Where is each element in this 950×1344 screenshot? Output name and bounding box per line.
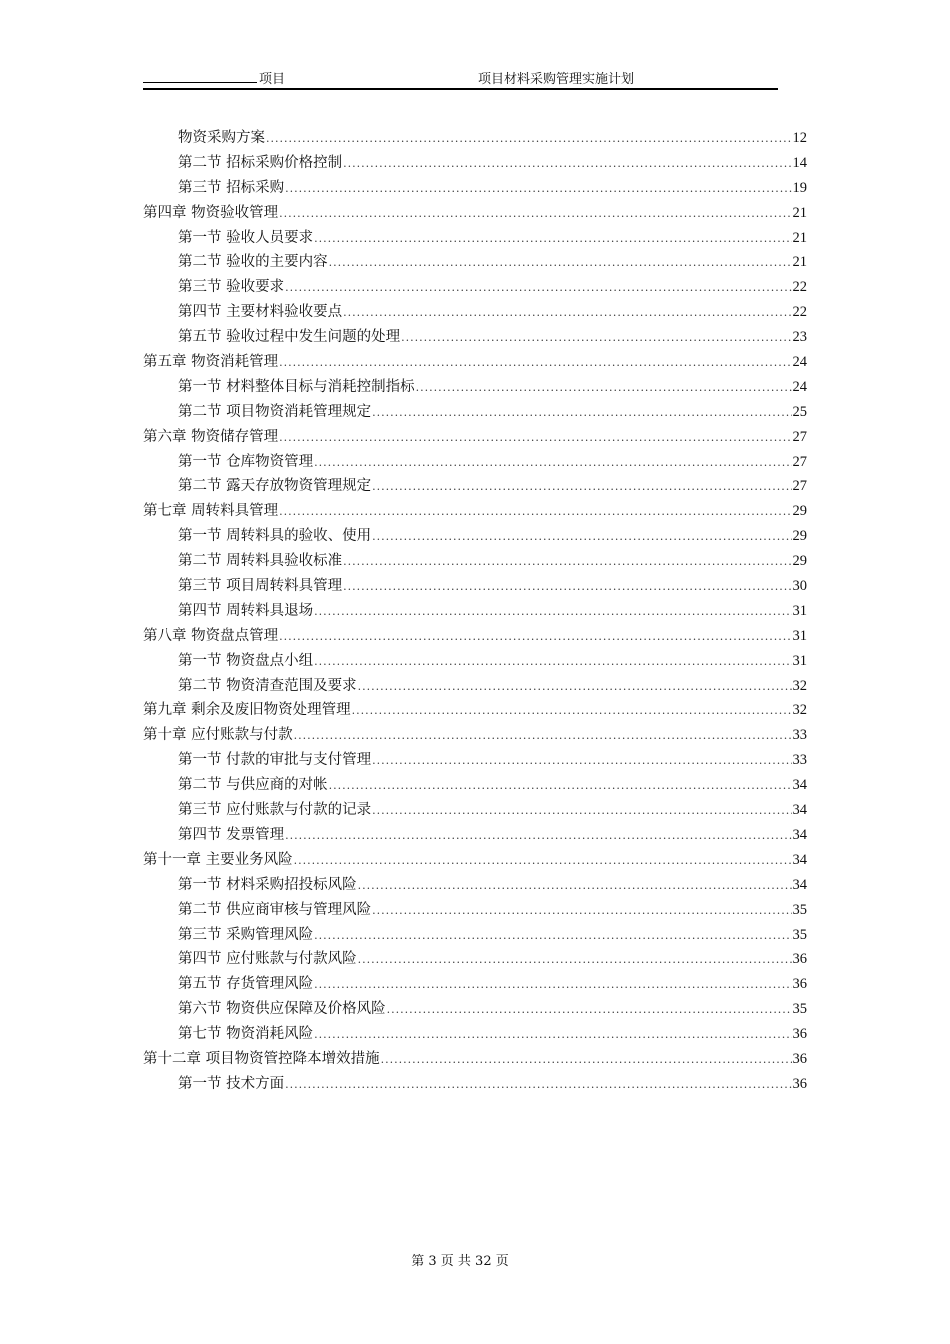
toc-dot-leader xyxy=(314,1028,791,1041)
table-of-contents xyxy=(143,126,807,1097)
toc-section-entry[interactable] xyxy=(143,947,807,972)
toc-section-entry[interactable] xyxy=(143,250,807,275)
toc-entry-page: 21 xyxy=(792,204,807,221)
toc-dot-leader xyxy=(294,729,792,742)
toc-entry-label: 第一节 材料整体目标与消耗控制指标 xyxy=(178,378,415,395)
toc-entry-page: 34 xyxy=(792,777,807,794)
toc-entry-page: 35 xyxy=(792,1001,807,1018)
toc-entry-label: 第八章 物资盘点管理 xyxy=(143,627,279,644)
toc-entry-label: 第二节 招标采购价格控制 xyxy=(178,154,343,171)
toc-entry-label: 第七章 周转料具管理 xyxy=(143,503,279,520)
toc-section-entry[interactable] xyxy=(143,300,807,325)
toc-dot-leader xyxy=(285,1078,791,1091)
header-blank-line xyxy=(143,68,257,83)
page-header xyxy=(143,66,778,90)
toc-entry-page: 33 xyxy=(792,727,807,744)
toc-section-entry[interactable] xyxy=(143,375,807,400)
toc-entry-page: 36 xyxy=(792,976,807,993)
toc-entry-label: 第二节 周转料具验收标准 xyxy=(178,553,343,570)
toc-entry-page: 31 xyxy=(792,652,807,669)
toc-dot-leader xyxy=(279,356,791,369)
toc-entry-label: 第三节 招标采购 xyxy=(178,179,285,196)
header-doc-title: 项目材料采购管理实施计划 xyxy=(478,72,635,87)
toc-dot-leader xyxy=(352,704,792,717)
toc-entry-page: 33 xyxy=(792,752,807,769)
toc-dot-leader xyxy=(285,182,791,195)
toc-section-entry[interactable] xyxy=(143,450,807,475)
toc-entry-label: 第三节 项目周转料具管理 xyxy=(178,578,343,595)
toc-dot-leader xyxy=(358,953,792,966)
toc-section-entry[interactable] xyxy=(143,972,807,997)
toc-section-entry[interactable] xyxy=(143,823,807,848)
toc-section-entry[interactable] xyxy=(143,1072,807,1097)
toc-entry-page: 34 xyxy=(792,876,807,893)
toc-entry-page: 31 xyxy=(792,602,807,619)
toc-dot-leader xyxy=(314,605,791,618)
toc-entry-page: 36 xyxy=(792,1075,807,1092)
toc-chapter-entry[interactable] xyxy=(143,698,807,723)
toc-section-entry[interactable] xyxy=(143,748,807,773)
toc-section-entry[interactable] xyxy=(143,649,807,674)
toc-entry-page: 21 xyxy=(792,229,807,246)
toc-dot-leader xyxy=(279,505,791,518)
toc-entry-page: 36 xyxy=(792,1050,807,1067)
toc-section-entry[interactable] xyxy=(143,524,807,549)
toc-dot-leader xyxy=(329,256,792,269)
toc-dot-leader xyxy=(372,480,791,493)
toc-entry-page: 36 xyxy=(792,951,807,968)
toc-entry-label: 第二节 与供应商的对帐 xyxy=(178,777,328,794)
toc-chapter-entry[interactable] xyxy=(143,624,807,649)
toc-chapter-entry[interactable] xyxy=(143,723,807,748)
toc-dot-leader xyxy=(372,406,791,419)
toc-entry-label: 第六节 物资供应保障及价格风险 xyxy=(178,1001,386,1018)
toc-entry-page: 29 xyxy=(792,528,807,545)
toc-entry-page: 30 xyxy=(792,578,807,595)
page-footer: 第 3 页 共 32 页 xyxy=(411,1254,509,1269)
toc-entry-label: 第一节 技术方面 xyxy=(178,1075,285,1092)
toc-chapter-entry[interactable] xyxy=(143,350,807,375)
toc-chapter-entry[interactable] xyxy=(143,201,807,226)
toc-section-entry[interactable] xyxy=(143,798,807,823)
toc-entry-page: 34 xyxy=(792,851,807,868)
toc-dot-leader xyxy=(314,929,791,942)
toc-entry-page: 31 xyxy=(792,627,807,644)
toc-entry-label: 第四节 周转料具退场 xyxy=(178,602,314,619)
toc-entry-label: 第五章 物资消耗管理 xyxy=(143,354,279,371)
toc-section-entry[interactable] xyxy=(143,898,807,923)
toc-dot-leader xyxy=(266,132,792,145)
toc-dot-leader xyxy=(314,978,791,991)
toc-entry-label: 第一节 付款的审批与支付管理 xyxy=(178,752,372,769)
toc-dot-leader xyxy=(381,1053,792,1066)
header-project-label: 项目 xyxy=(259,72,286,87)
toc-dot-leader xyxy=(285,281,791,294)
toc-dot-leader xyxy=(372,754,791,767)
toc-entry-label: 第十二章 项目物资管控降本增效措施 xyxy=(143,1050,380,1067)
toc-entry-page: 19 xyxy=(792,179,807,196)
toc-chapter-entry[interactable] xyxy=(143,499,807,524)
toc-entry-page: 36 xyxy=(792,1026,807,1043)
toc-entry-label: 第一节 物资盘点小组 xyxy=(178,652,314,669)
toc-dot-leader xyxy=(358,879,792,892)
toc-entry-page: 27 xyxy=(792,428,807,445)
toc-entry-page: 24 xyxy=(792,354,807,371)
toc-entry-page: 25 xyxy=(792,403,807,420)
toc-chapter-entry[interactable] xyxy=(143,425,807,450)
toc-section-entry[interactable] xyxy=(143,275,807,300)
toc-entry-label: 第一节 仓库物资管理 xyxy=(178,453,314,470)
toc-section-entry[interactable] xyxy=(143,674,807,699)
toc-entry-label: 物资采购方案 xyxy=(178,130,265,146)
toc-entry-label: 第一节 周转料具的验收、使用 xyxy=(178,528,372,545)
toc-entry-label: 第三节 采购管理风险 xyxy=(178,926,314,943)
toc-section-entry[interactable] xyxy=(143,474,807,499)
toc-entry-page: 24 xyxy=(792,378,807,395)
toc-section-entry[interactable] xyxy=(143,873,807,898)
toc-entry-page: 32 xyxy=(792,677,807,694)
toc-entry-page: 27 xyxy=(792,478,807,495)
toc-entry-label: 第四节 应付账款与付款风险 xyxy=(178,951,357,968)
toc-dot-leader xyxy=(343,555,791,568)
toc-section-entry[interactable] xyxy=(143,151,807,176)
toc-section-entry[interactable] xyxy=(143,574,807,599)
toc-dot-leader xyxy=(314,232,791,245)
toc-entry-label: 第三节 验收要求 xyxy=(178,279,285,296)
toc-dot-leader xyxy=(314,655,791,668)
toc-dot-leader xyxy=(285,829,791,842)
toc-section-entry[interactable] xyxy=(143,325,807,350)
toc-entry-label: 第六章 物资储存管理 xyxy=(143,428,279,445)
toc-entry-page: 14 xyxy=(792,154,807,171)
toc-section-entry[interactable] xyxy=(143,176,807,201)
toc-entry-page: 23 xyxy=(792,329,807,346)
toc-section-entry[interactable] xyxy=(143,997,807,1022)
toc-dot-leader xyxy=(279,207,791,220)
toc-entry-label: 第一节 材料采购招投标风险 xyxy=(178,876,357,893)
toc-entry-label: 第二节 供应商审核与管理风险 xyxy=(178,901,372,918)
toc-dot-leader xyxy=(372,804,791,817)
toc-entry-label: 第二节 验收的主要内容 xyxy=(178,254,328,271)
toc-entry-page: 34 xyxy=(792,826,807,843)
toc-entry-page: 27 xyxy=(792,453,807,470)
toc-chapter-entry[interactable] xyxy=(143,1047,807,1072)
toc-dot-leader xyxy=(279,431,791,444)
toc-section-entry[interactable] xyxy=(143,1022,807,1047)
toc-entry-label: 第四节 主要材料验收要点 xyxy=(178,304,343,321)
toc-entry-label: 第十章 应付账款与付款 xyxy=(143,727,293,744)
toc-dot-leader xyxy=(279,630,791,643)
toc-section-entry[interactable] xyxy=(143,773,807,798)
toc-entry-page: 12 xyxy=(792,130,807,146)
toc-dot-leader xyxy=(358,680,792,693)
toc-section-entry[interactable] xyxy=(143,549,807,574)
toc-entry-label: 第二节 物资清查范围及要求 xyxy=(178,677,357,694)
toc-entry-label: 第七节 物资消耗风险 xyxy=(178,1026,314,1043)
toc-dot-leader xyxy=(314,456,791,469)
toc-dot-leader xyxy=(416,381,792,394)
toc-dot-leader xyxy=(343,306,791,319)
toc-entry-label: 第二节 露天存放物资管理规定 xyxy=(178,478,372,495)
toc-dot-leader xyxy=(343,580,791,593)
toc-dot-leader xyxy=(343,157,791,170)
toc-dot-leader xyxy=(387,1003,792,1016)
toc-dot-leader xyxy=(401,331,791,344)
toc-entry-page: 34 xyxy=(792,802,807,819)
toc-section-entry[interactable] xyxy=(143,599,807,624)
toc-dot-leader xyxy=(372,530,791,543)
toc-entry-page: 32 xyxy=(792,702,807,719)
toc-section-entry[interactable] xyxy=(143,923,807,948)
toc-entry-page: 35 xyxy=(792,901,807,918)
toc-entry-label: 第四节 发票管理 xyxy=(178,826,285,843)
toc-entry-label: 第九章 剩余及废旧物资处理管理 xyxy=(143,702,351,719)
toc-section-entry[interactable] xyxy=(143,400,807,425)
toc-entry-label: 第五节 验收过程中发生问题的处理 xyxy=(178,329,401,346)
toc-section-entry[interactable] xyxy=(143,126,807,151)
toc-entry-label: 第五节 存货管理风险 xyxy=(178,976,314,993)
toc-entry-label: 第十一章 主要业务风险 xyxy=(143,851,293,868)
toc-entry-page: 22 xyxy=(792,304,807,321)
toc-entry-page: 21 xyxy=(792,254,807,271)
toc-entry-page: 35 xyxy=(792,926,807,943)
toc-dot-leader xyxy=(294,854,792,867)
toc-entry-label: 第三节 应付账款与付款的记录 xyxy=(178,802,372,819)
toc-entry-page: 29 xyxy=(792,503,807,520)
toc-section-entry[interactable] xyxy=(143,226,807,251)
toc-entry-page: 29 xyxy=(792,553,807,570)
toc-dot-leader xyxy=(372,904,791,917)
toc-entry-label: 第四章 物资验收管理 xyxy=(143,204,279,221)
toc-dot-leader xyxy=(329,779,792,792)
toc-entry-label: 第二节 项目物资消耗管理规定 xyxy=(178,403,372,420)
toc-chapter-entry[interactable] xyxy=(143,848,807,873)
toc-entry-label: 第一节 验收人员要求 xyxy=(178,229,314,246)
toc-entry-page: 22 xyxy=(792,279,807,296)
